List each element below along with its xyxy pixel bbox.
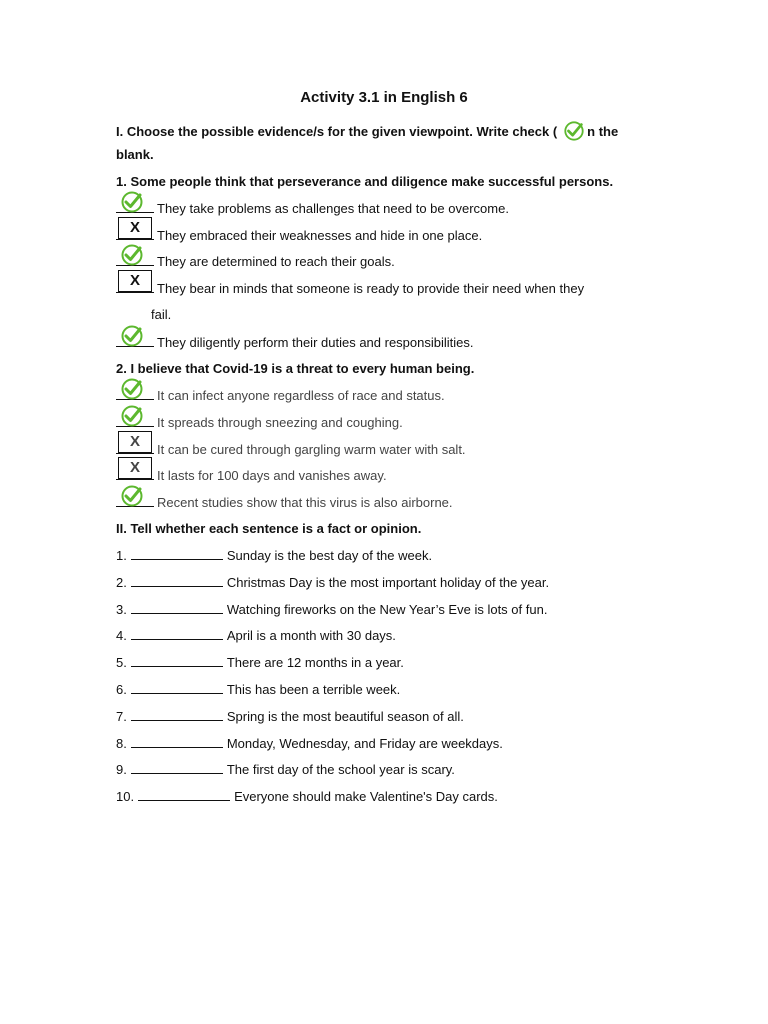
fact-opinion-item: [116, 788, 498, 804]
sentence-text: The first day of the school year is scary.: [226, 762, 455, 778]
fact-opinion-item: [116, 547, 432, 563]
answer-blank[interactable]: [116, 253, 154, 266]
q1-item-text: They embraced their weaknesses and hide in one place.: [157, 228, 483, 243]
answer-blank[interactable]: [116, 387, 154, 400]
sentence-text: This has been a terrible week.: [226, 682, 401, 697]
q1-item-text: They bear in minds that someone is ready to provide their need when they: [157, 281, 585, 296]
item-number: 7.: [116, 708, 127, 724]
answer-blank[interactable]: [116, 433, 154, 454]
answer-blank[interactable]: [116, 219, 154, 240]
answer-blank[interactable]: [116, 494, 154, 507]
answer-blank[interactable]: [131, 761, 223, 774]
item-number: 6.: [116, 682, 127, 697]
q1-item: [116, 200, 509, 216]
check-icon: [563, 120, 585, 142]
fact-opinion-item: [116, 654, 404, 670]
answer-blank[interactable]: [131, 681, 223, 694]
q2-item-text: Recent studies show that this virus is also airborne.: [157, 495, 453, 510]
q2-item-text: It can be cured through gargling warm water with salt.: [157, 442, 466, 457]
instructions-text: I. Choose the possible evidence/s for the given viewpoint. Write check (: [116, 124, 558, 139]
q2-item-text: It can infect anyone regardless of race and status.: [157, 388, 445, 403]
instructions-text-end: n the: [587, 124, 619, 139]
answer-blank[interactable]: [116, 414, 154, 427]
sentence-text: Spring is the most beautiful season of all.: [226, 708, 464, 724]
q2-item: [116, 433, 466, 457]
fact-opinion-item: [116, 601, 547, 617]
q2-item: [116, 459, 387, 483]
item-number: 9.: [116, 762, 127, 778]
q1-continuation: fail.: [151, 307, 172, 322]
item-number: 10.: [116, 789, 135, 805]
sentence-text: Watching fireworks on the New Year’s Eve is lots of fun.: [226, 601, 548, 617]
answer-blank[interactable]: [131, 627, 223, 640]
answer-blank[interactable]: [116, 200, 154, 213]
q2-item: [116, 414, 403, 430]
page-title: Activity 3.1 in English 6: [300, 89, 468, 106]
sentence-text: April is a month with 30 days.: [226, 628, 396, 644]
fact-opinion-item: [116, 574, 549, 590]
check-icon: [120, 404, 144, 428]
answer-blank[interactable]: [131, 654, 223, 667]
q2-prompt: 2. I believe that Covid-19 is a threat to every human being.: [116, 361, 475, 376]
answer-blank[interactable]: [131, 547, 223, 560]
x-mark: X: [118, 457, 152, 479]
answer-blank[interactable]: [116, 272, 154, 293]
x-mark: X: [118, 270, 152, 292]
answer-blank[interactable]: [131, 708, 223, 721]
fact-opinion-item: [116, 735, 503, 751]
fact-opinion-item: [116, 627, 396, 643]
q1-item: [116, 219, 483, 243]
fact-opinion-item: [116, 708, 464, 724]
answer-blank[interactable]: [131, 735, 223, 748]
q1-item-text: They take problems as challenges that need to be overcome.: [157, 201, 509, 216]
q2-item-text: It lasts for 100 days and vanishes away.: [157, 468, 387, 483]
part2-prompt: II. Tell whether each sentence is a fact or opinion.: [116, 521, 422, 536]
sentence-text: Sunday is the best day of the week.: [226, 548, 433, 563]
item-number: 1.: [116, 548, 127, 563]
x-mark: X: [118, 217, 152, 239]
q1-item: [116, 272, 585, 296]
fact-opinion-item: [116, 681, 400, 697]
q2-item-text: It spreads through sneezing and coughing.: [157, 415, 403, 430]
answer-blank[interactable]: [131, 574, 223, 587]
sentence-text: Monday, Wednesday, and Friday are weekdays.: [226, 735, 503, 751]
q1-prompt: 1. Some people think that perseverance and diligence make successful persons.: [116, 174, 614, 189]
item-number: 2.: [116, 574, 127, 590]
fact-opinion-item: [116, 761, 455, 777]
instructions-line-1: [116, 120, 618, 142]
item-number: 3.: [116, 601, 127, 617]
item-number: 5.: [116, 655, 127, 671]
answer-blank[interactable]: [116, 459, 154, 480]
instructions-line-2: blank.: [116, 147, 154, 162]
q2-item: [116, 387, 445, 403]
q1-item-text: They are determined to reach their goals.: [157, 254, 395, 269]
answer-blank[interactable]: [131, 601, 223, 614]
check-icon: [120, 324, 144, 348]
sentence-text: Everyone should make Valentine's Day cards.: [234, 789, 498, 805]
check-icon: [120, 243, 144, 267]
check-icon: [120, 377, 144, 401]
q1-item: [116, 253, 395, 269]
answer-blank[interactable]: [138, 788, 230, 801]
q2-item: [116, 494, 453, 510]
sentence-text: Christmas Day is the most important holiday of the year.: [226, 574, 550, 590]
item-number: 4.: [116, 628, 127, 644]
sentence-text: There are 12 months in a year.: [226, 655, 404, 671]
check-icon: [120, 484, 144, 508]
answer-blank[interactable]: [116, 334, 154, 347]
q1-item-text: They diligently perform their duties and responsibilities.: [157, 335, 474, 350]
check-icon: [120, 190, 144, 214]
x-mark: X: [118, 431, 152, 453]
item-number: 8.: [116, 735, 127, 751]
q1-item: [116, 334, 474, 350]
